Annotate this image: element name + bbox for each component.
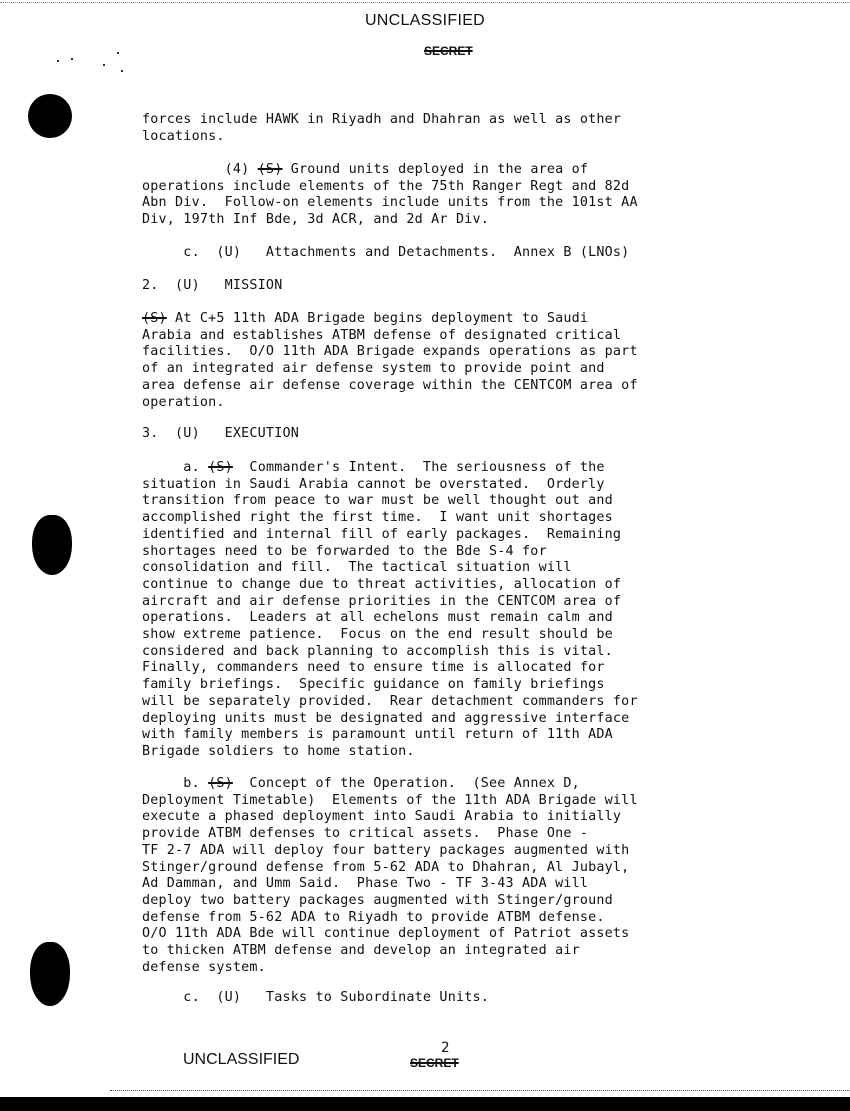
punch-hole-bottom (30, 942, 70, 1006)
paragraph-number: b. (142, 776, 209, 791)
classification-header: UNCLASSIFIED (364, 12, 486, 29)
struck-secret-marking-top: SECRET (424, 44, 473, 58)
section-heading-execution: 3. (U) EXECUTION (142, 426, 299, 441)
paragraph-number: (4) (142, 162, 258, 177)
page-number: 2 (441, 1040, 450, 1056)
paragraph-forces: forces include HAWK in Riyadh and Dhahran as well as other locations. (142, 112, 622, 144)
paragraph-commanders-intent (142, 460, 762, 761)
classification-footer: UNCLASSIFIED (183, 1051, 300, 1068)
paragraph-ground-units (142, 162, 762, 229)
paragraph-mission (142, 311, 762, 411)
punch-hole-middle (32, 515, 72, 575)
struck-secret-marking-bottom: SECRET (410, 1056, 459, 1070)
paragraph-concept-of-operation (142, 776, 762, 976)
scan-bottom-border (0, 1097, 850, 1111)
paragraph-attachments: c. (U) Attachments and Detachments. Annex B (LNOs) (142, 245, 630, 260)
paragraph-text: At C+5 11th ADA Brigade begins deployment to Saudi Arabia and establishes ATBM defense of designated critical facilities. O/O 11th ADA Brigade expands operations as part of an integrated air defense system to provide point and area defense air defense coverage within the CENTCOM area of operation. (142, 311, 638, 410)
punch-hole-top (28, 94, 72, 138)
paragraph-text: Concept of the Operation. (See Annex D, Deployment Timetable) Elements of the 11th ADA Brigade will execute a phased deployment into Saudi Arabia to initially provide ATBM defenses to critical assets. Phase One - TF 2-7 ADA will deploy four battery packages augmented with Stinger/ground defense from 5-62 ADA to Dhahran, Al Jubayl, Ad Damman, and Umm Said. Phase Two - TF 3-43 ADA will deploy two battery packages augmented with Stinger/ground defense from 5-62 ADA to Riyadh to provide ATBM defense. O/O 11th ADA Bde will continue deployment of Patriot assets to thicken ATBM defense and develop an integrated air defense system. (142, 776, 638, 975)
paragraph-number: a. (142, 460, 209, 475)
struck-classification-mark: (S) (142, 311, 167, 326)
struck-classification-mark: (S) (257, 162, 283, 177)
struck-classification-mark: (S) (208, 776, 233, 791)
paragraph-text: Ground units deployed in the area of operations include elements of the 75th Ranger Regt and 82d Abn Div. Follow-on elements include units from the 101st AA Div, 197th Inf Bde, 3d ACR, and 2d Ar Div. (142, 162, 638, 228)
paragraph-text: Commander's Intent. The seriousness of the situation in Saudi Arabia cannot be overstated. Orderly transition from peace to war must be well thought out and accomplished right the first time. I want unit shortages identified and internal fill of early packages. Remaining shortages need to be forwarded to the Bde S-4 for consolidation and fill. The tactical situation will continue to change due to threat activities, allocation of aircraft and air defense priorities in the CENTCOM area of operations. Leaders at all echelons must remain calm and show extreme patience. Focus on the end result should be considered and back planning to accomplish this is vital. Finally, commanders need to ensure time is allocated for family briefings. Specific guidance on family briefings will be separately provided. Rear detachment commanders for deploying units must be designated and aggressive interface with family members is paramount until return of 11th ADA Brigade soldiers to home station. (142, 460, 638, 759)
section-heading-mission: 2. (U) MISSION (142, 278, 283, 293)
paragraph-tasks: c. (U) Tasks to Subordinate Units. (142, 990, 489, 1005)
scan-top-edge (0, 2, 850, 3)
struck-classification-mark: (S) (208, 460, 233, 475)
scan-bottom-edge-line (110, 1090, 850, 1091)
scan-specks (55, 52, 130, 76)
